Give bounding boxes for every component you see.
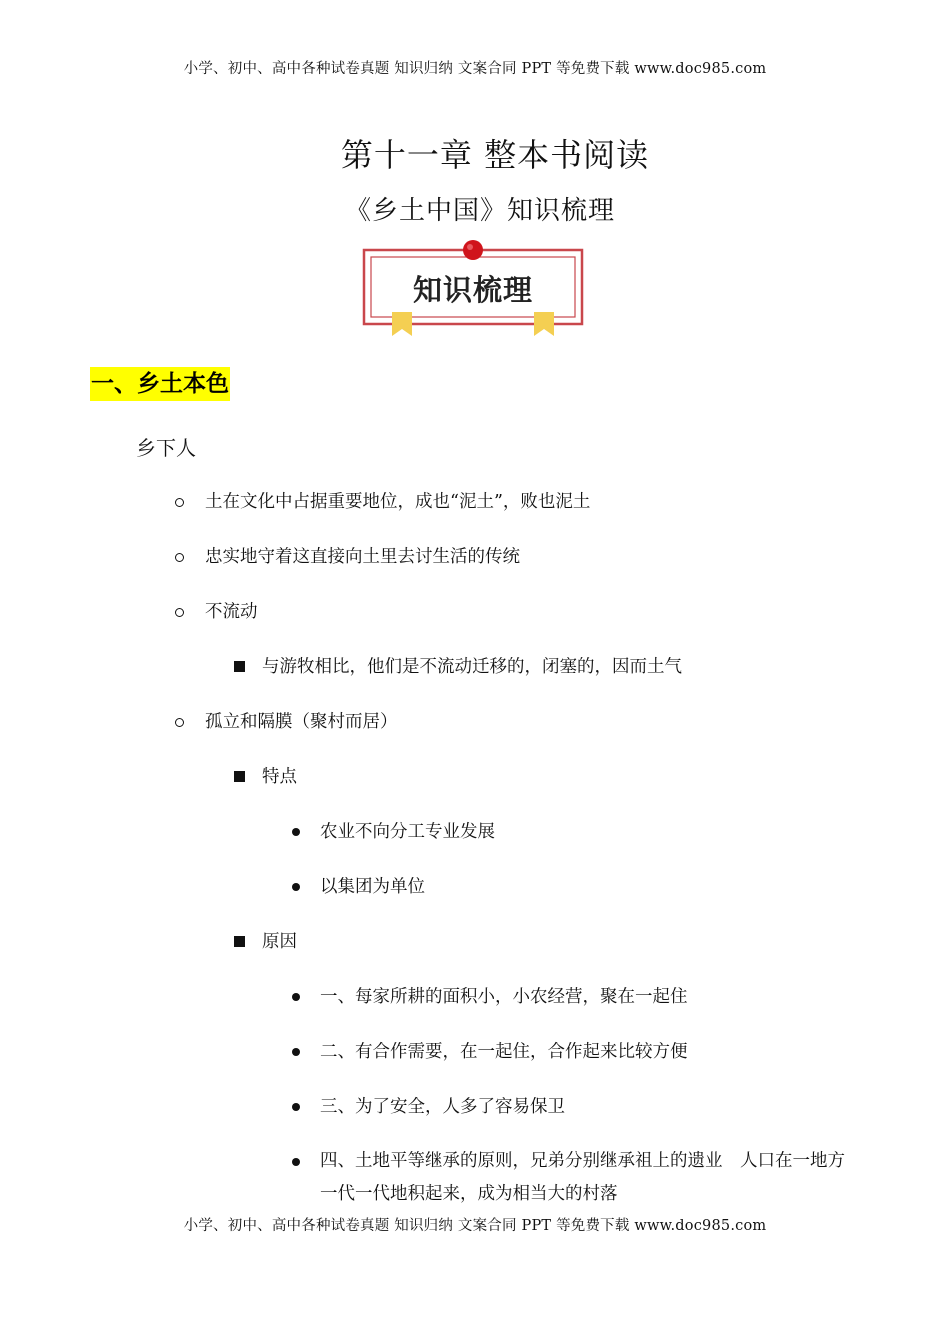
dot-bullet-icon	[292, 1048, 300, 1056]
circle-bullet-icon	[175, 718, 184, 727]
list-item: 四、土地平等继承的原则，兄弟分别继承祖上的遗业 人口在一地方一代一代地积起来，成为相当大的村落	[320, 1151, 845, 1204]
list-item: 土在文化中占据重要地位，成也“泥土”，败也泥土	[205, 492, 591, 512]
square-bullet-icon	[234, 936, 245, 947]
list-item: 特点	[262, 767, 297, 787]
dot-bullet-icon	[292, 828, 300, 836]
list-item: 农业不向分工专业发展	[320, 822, 495, 842]
dot-bullet-icon	[292, 883, 300, 891]
dot-bullet-icon	[292, 993, 300, 1001]
outline-level0: 乡下人	[136, 436, 196, 460]
page-footer: 小学、初中、高中各种试卷真题 知识归纳 文案合同 PPT 等免费下载 www.doc985.com	[183, 1218, 767, 1234]
chapter-title: 第十一章 整本书阅读	[340, 136, 650, 174]
badge-label: 知识梳理	[412, 273, 533, 307]
document-subtitle: 《乡土中国》知识梳理	[344, 196, 615, 226]
list-item: 与游牧相比，他们是不流动迁移的，闭塞的，因而土气	[262, 657, 682, 677]
list-item: 孤立和隔膜（聚村而居）	[205, 712, 398, 732]
list-item: 忠实地守着这直接向土里去讨生活的传统	[205, 547, 520, 567]
knowledge-badge	[362, 238, 584, 340]
dot-bullet-icon	[292, 1103, 300, 1111]
list-item: 二、有合作需要，在一起住，合作起来比较方便	[320, 1042, 688, 1062]
list-item: 以集团为单位	[320, 877, 425, 897]
list-item: 三、为了安全，人多了容易保卫	[320, 1097, 565, 1117]
list-item: 原因	[262, 932, 297, 952]
circle-bullet-icon	[175, 608, 184, 617]
circle-bullet-icon	[175, 553, 184, 562]
section-heading: 一、乡土本色	[90, 367, 230, 401]
list-item: 不流动	[205, 602, 258, 622]
circle-bullet-icon	[175, 498, 184, 507]
dot-bullet-icon	[292, 1158, 300, 1166]
list-item: 一、每家所耕的面积小，小农经营，聚在一起住	[320, 987, 688, 1007]
square-bullet-icon	[234, 661, 245, 672]
page-header: 小学、初中、高中各种试卷真题 知识归纳 文案合同 PPT 等免费下载 www.doc985.com	[183, 61, 767, 77]
square-bullet-icon	[234, 771, 245, 782]
